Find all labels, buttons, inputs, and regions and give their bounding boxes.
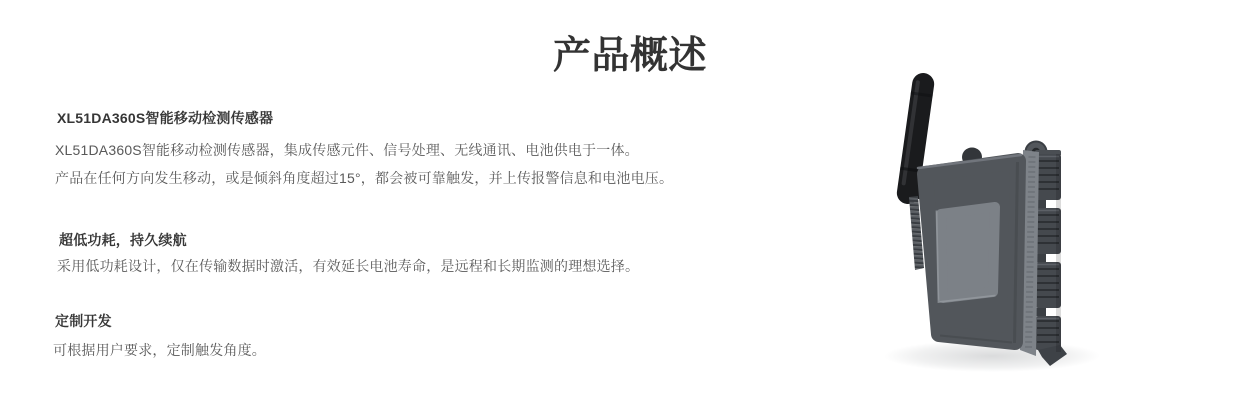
section-heading-custom: 定制开发 [55,313,112,329]
section-body-product [55,136,673,192]
section-body-custom: 可根据用户要求，定制触发角度。 [53,342,266,358]
section-heading-product: XL51DA360S智能移动检测传感器 [57,110,274,126]
sensor-device-illustration [852,50,1132,395]
section-heading-lowpower: 超低功耗，持久续航 [59,232,187,248]
device-front-panel [937,207,996,302]
body-line: 产品在任何方向发生移动，或是倾斜角度超过15°，都会被可靠触发，并上传报警信息和电池电压。 [55,170,674,186]
page-title: 产品概述 [552,35,707,77]
section-body-lowpower: 采用低功耗设计，仅在传输数据时激活，有效延长电池寿命，是远程和长期监测的理想选择。 [57,258,640,274]
body-line: XL51DA360S智能移动检测传感器，集成传感元件、信号处理、无线通讯、电池供电于一体。 [55,142,639,158]
product-image [852,50,1132,395]
device-fins [1035,150,1067,366]
